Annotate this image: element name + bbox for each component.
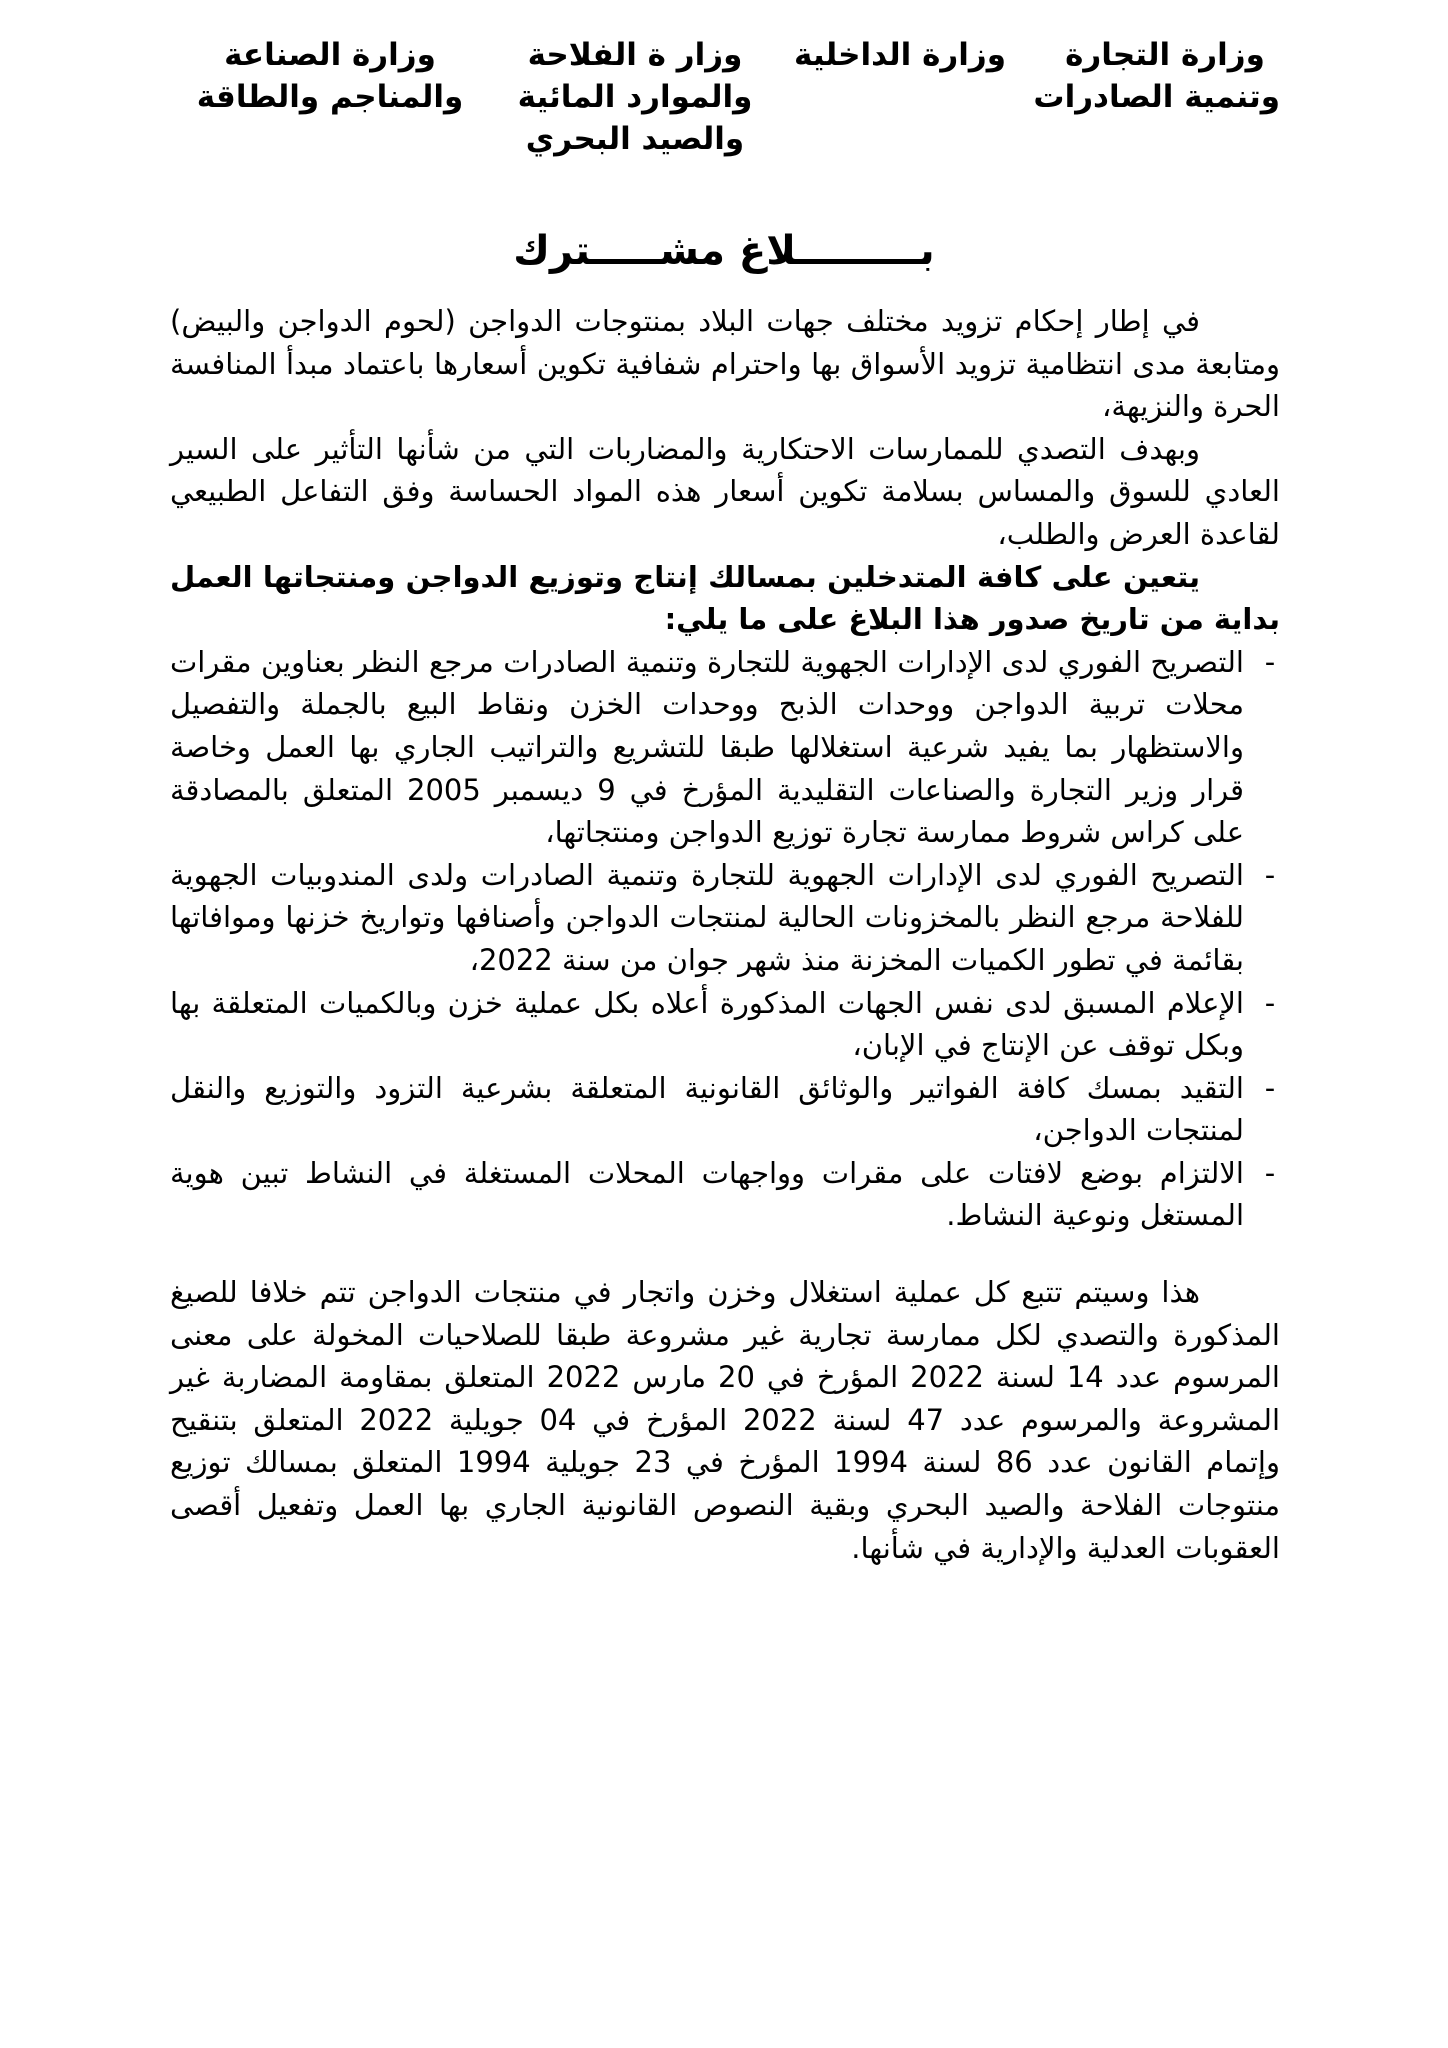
bullet-marker: - [1264,1155,1276,1190]
bullet-marker: - [1264,985,1276,1020]
ministry-industry-line2: والمناجم والطاقة [196,79,464,115]
closing-paragraph: هذا وسيتم تتبع كل عملية استغلال وخزن واتجار في منتجات الدواجن تتم خلافا للصيغ المذكورة والتصدي لكل ممارسة تجارية غير مشروعة طبقا للصلاحيات المخولة على معنى المرسوم عدد 14 لسنة 2022 المؤرخ في 20 مارس 2022 المتعلق بمقاومة المضاربة غير المشروعة والمرسوم عدد 47 لسنة 2022 المؤرخ في 04 جويلية 2022 المتعلق بتنقيح وإتمام القانون عدد 86 لسنة 1994 المؤرخ في 23 جويلية 1994 المتعلق بمسالك توزيع منتوجات الفلاحة والصيد البحري وبقية النصوص القانونية الجاري بها العمل وتفعيل أقصى العقوبات العدلية والإدارية في شأنها. [170,1275,1281,1565]
list-item-text: الإعلام المسبق لدى نفس الجهات المذكورة أعلاه بكل عملية خزن وبالكميات المتعلقة بها وبكل توقف عن الإنتاج في الإبان، [170,985,1244,1063]
list-item-text: التصريح الفوري لدى الإدارات الجهوية للتجارة وتنمية الصادرات ولدى المندوبيات الجهوية للفلاحة مرجع النظر بالمخزونات الحالية لمنتجات الدواجن وأصنافها وتواريخ خزنها وموافاتها بقائمة في تطور الكميات المخزنة منذ شهر جوان من سنة 2022، [170,857,1244,977]
ministry-trade-line2: وتنمية الصادرات [1033,79,1280,115]
document-title: بـــــــــلاغ مشـــــترك [513,228,935,274]
ministry-industry [180,34,480,118]
document-body [170,300,1280,1569]
bullet-marker: - [1264,857,1276,892]
bullet-marker: - [1264,644,1276,679]
intro-paragraph-2: وبهدف التصدي للممارسات الاحتكارية والمضاربات التي من شأنها التأثير على السير العادي للسوق والمساس بسلامة تكوين أسعار هذه المواد الحساسة وفق التفاعل الطبيعي لقاعدة العرض والطلب، [170,431,1280,551]
paragraph-gap [170,1237,1280,1271]
obligations-list [170,641,1280,1237]
intro-paragraph-1: في إطار إحكام تزويد مختلف جهات البلاد بمنتوجات الدواجن (لحوم الدواجن والبيض) ومتابعة مدى انتظامية تزويد الأسواق بها واحترام شفافية تكوين أسعارها باعتماد مبدأ المنافسة الحرة والنزيهة، [170,304,1280,424]
list-item [170,982,1280,1067]
ministry-agriculture-line2: والموارد المائية [517,79,753,115]
list-item-text: الالتزام بوضع لافتات على مقرات وواجهات المحلات المستغلة في النشاط تبين هوية المستغل ونوعية النشاط. [170,1155,1244,1233]
directive-paragraph: يتعين على كافة المتدخلين بمسالك إنتاج وتوزيع الدواجن ومنتجاتها العمل بداية من تاريخ صدور هذا البلاغ على ما يلي: [170,559,1280,637]
list-item [170,1152,1280,1237]
ministry-interior-line1: وزارة الداخلية [794,37,1006,73]
list-item-text: التقيد بمسك كافة الفواتير والوثائق القانونية المتعلقة بشرعية التزود والتوزيع والنقل لمنتجات الدواجن، [170,1070,1244,1148]
ministry-agriculture [510,34,760,160]
ministry-trade [1033,34,1280,118]
ministry-industry-line1: وزارة الصناعة [224,37,436,73]
list-item [170,641,1280,854]
ministries-header [170,34,1280,174]
ministry-agriculture-line1: وزار ة الفلاحة [527,37,743,73]
ministry-interior [790,34,1010,76]
list-item [170,854,1280,982]
ministry-trade-line1: وزارة التجارة [1065,37,1265,73]
bullet-marker: - [1264,1070,1276,1105]
ministry-agriculture-line3: والصيد البحري [525,121,745,157]
list-item [170,1067,1280,1152]
list-item-text: التصريح الفوري لدى الإدارات الجهوية للتجارة وتنمية الصادرات مرجع النظر بعناوين مقرات محلات تربية الدواجن ووحدات الذبح ووحدات الخزن ونقاط البيع بالجملة والتفصيل والاستظهار بما يفيد شرعية استغلالها طبقا للتشريع والتراتيب الجاري بها العمل وخاصة قرار وزير التجارة والصناعات التقليدية المؤرخ في 9 ديسمبر 2005 المتعلق بالمصادقة على كراس شروط ممارسة تجارة توزيع الدواجن ومنتجاتها، [170,644,1244,850]
